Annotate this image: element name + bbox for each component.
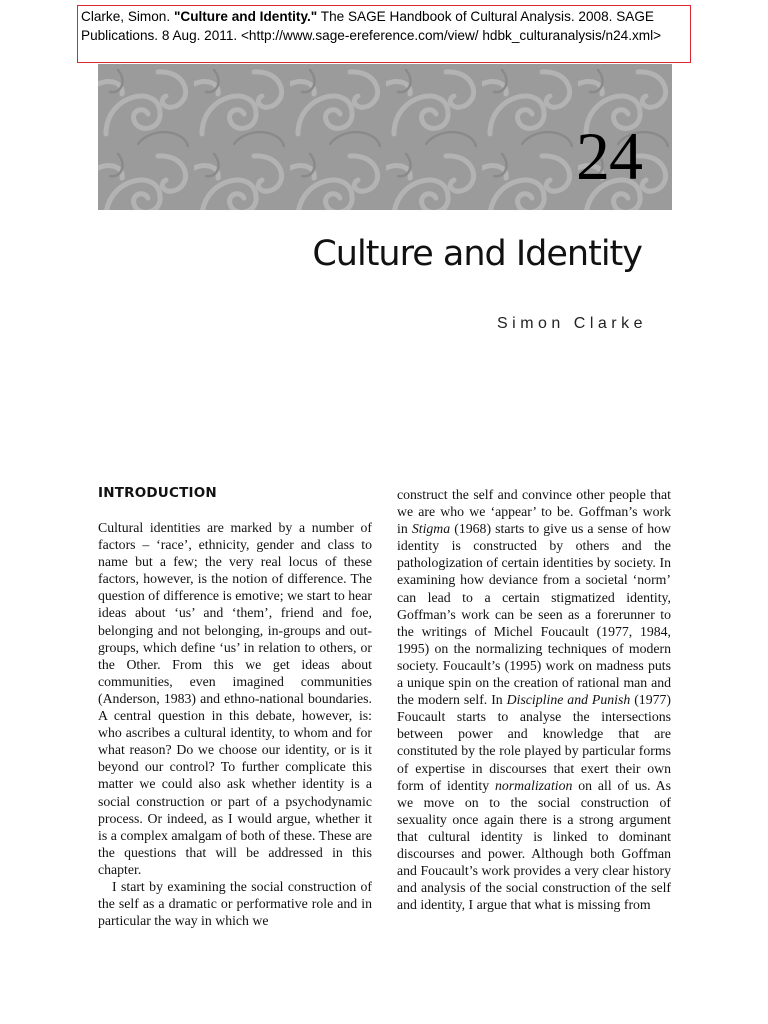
- chapter-author: Simon Clarke: [496, 315, 647, 332]
- chapter-title: Culture and Identity: [312, 234, 642, 274]
- paragraph: Cultural identities are marked by a number of factors – ‘race’, ethnicity, gender and class to name but a few; the very real locus of these factors, however, is the notion of difference. The question of difference is emotive; we start to hear ideas about ‘us’ and ‘them’, friend and foe, belonging and not belonging, in-groups and out-groups, which define ‘us’ in relation to others, or the Other. From this we get ideas about communities, even imagined communities (Anderson, 1983) and ethno-national boundaries. A central question in this debate, however, is: who ascribes a cultural identity, to whom and for what reason? Do we choose our identity, or is it beyond our control? To further complicate this matter we could also ask whether identity is a social construction or part of a psychodynamic process. Or indeed, as I would argue, whether it is a complex amalgam of both of these. These are the questions that will be addressed in this chapter.: [98, 520, 372, 877]
- paragraph: I start by examining the social construction of the self as a dramatic or performative role and in particular the way in which we: [98, 878, 372, 929]
- citation-author: Clarke, Simon.: [81, 9, 171, 24]
- citation-source: The SAGE Handbook of Cultural Analysis. 2008. SAGE Publications. 8 Aug. 2011. <http://www.sage-ereference.com/view/ hdbk_culturanalysis/n24.xml>: [81, 9, 662, 43]
- section-heading: INTRODUCTION: [98, 485, 217, 501]
- chapter-banner: [98, 64, 672, 210]
- right-text-column: [397, 486, 671, 913]
- citation-title: "Culture and Identity.": [173, 9, 318, 24]
- left-text-column: [98, 519, 372, 929]
- paragraph: construct the self and convince other people that we are who we ‘appear’ to be. Goffman’s work in Stigma (1968) starts to give us a sense of how identity is constructed by others and the pathologization of certain identities by society. In examining how deviance from a societal ‘norm’ can lead to a certain stigmatized identity, Goffman’s work can be seen as a forerunner to the writings of Michel Foucault (1977, 1984, 1995) on the normalizing techniques of modern society. Foucault’s (1995) work on madness puts a unique spin on the creation of rational man and the modern self. In Discipline and Punish (1977) Foucault starts to analyse the intersections between power and knowledge that are constituted by the role played by particular forms of expertise in discourses that exert their own form of identity normalization on all of us. As we move on to the social construction of sexuality once again there is a strong argument that cultural identity is linked to dominant discourses and power. Although both Goffman and Foucault’s work provides a very clear history and analysis of the social construction of the self and identity, I argue that what is missing from: [397, 487, 671, 913]
- chapter-number: 24: [576, 118, 642, 194]
- emphasis-normalization: normalization: [494, 777, 573, 793]
- book-title-stigma: Stigma: [411, 521, 451, 537]
- citation-box: [77, 5, 691, 63]
- book-title-discipline-and-punish: Discipline and Punish: [506, 692, 631, 708]
